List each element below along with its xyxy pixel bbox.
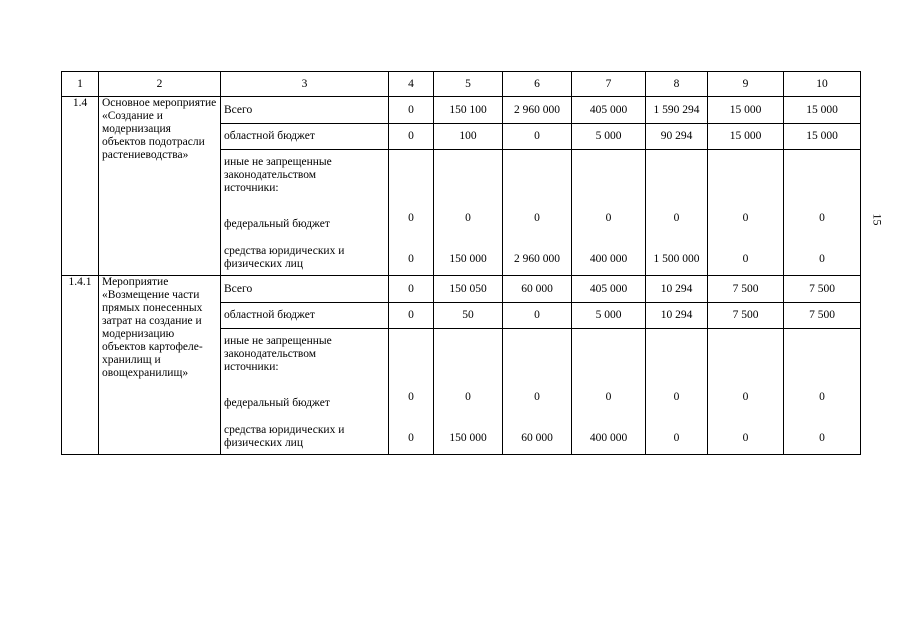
table-cell: 60 000 (503, 276, 572, 303)
legal-value: 400 000 (589, 253, 628, 265)
source-label-federal: федеральный бюджет (224, 218, 330, 230)
source-other-cell (221, 150, 389, 276)
table-cell: 150 100 (434, 97, 503, 124)
table-cell: 50 (434, 303, 503, 329)
table-cell (503, 150, 572, 276)
table-cell: 100 (434, 124, 503, 150)
column-header: 10 (784, 72, 861, 97)
federal-value: 0 (742, 212, 749, 224)
table-cell (784, 329, 861, 455)
table-cell (708, 150, 784, 276)
row-code: 1.4 (62, 97, 99, 276)
table-body (62, 97, 861, 455)
table-cell: 0 (503, 303, 572, 329)
legal-value: 0 (742, 253, 749, 265)
legal-value: 0 (408, 253, 414, 265)
table-cell: 7 500 (784, 276, 861, 303)
table-cell (434, 329, 503, 455)
row-code: 1.4.1 (62, 276, 99, 455)
table-cell: 0 (389, 124, 434, 150)
source-label-regional: областной бюджет (221, 124, 389, 150)
source-label-total: Всего (221, 276, 389, 303)
federal-value: 0 (465, 391, 471, 403)
table-cell: 405 000 (572, 276, 646, 303)
table-cell: 15 000 (708, 97, 784, 124)
table-cell: 0 (389, 303, 434, 329)
table-cell (434, 150, 503, 276)
legal-value: 2 960 000 (514, 253, 560, 265)
column-header: 2 (99, 72, 221, 97)
column-header: 9 (708, 72, 784, 97)
source-label-legal: средства юридических и физических лиц (224, 424, 345, 449)
federal-value: 0 (673, 212, 680, 224)
table-cell (708, 329, 784, 455)
table-cell: 10 294 (646, 276, 708, 303)
table-cell: 7 500 (784, 303, 861, 329)
legal-value: 0 (819, 253, 825, 265)
source-label-legal: средства юридических и физических лиц (224, 245, 345, 270)
source-label-other: иные не запрещенные законодательством источники: (224, 335, 332, 373)
table-cell (646, 329, 708, 455)
table-cell: 405 000 (572, 97, 646, 124)
table-cell: 7 500 (708, 303, 784, 329)
table-cell (572, 329, 646, 455)
table-cell: 2 960 000 (503, 97, 572, 124)
federal-value: 0 (605, 212, 612, 224)
column-header: 8 (646, 72, 708, 97)
table-cell: 7 500 (708, 276, 784, 303)
federal-value: 0 (408, 391, 414, 403)
legal-value: 150 000 (449, 253, 487, 265)
column-header: 5 (434, 72, 503, 97)
source-label-regional: областной бюджет (221, 303, 389, 329)
table-cell: 15 000 (708, 124, 784, 150)
federal-value: 0 (673, 391, 680, 403)
federal-value: 0 (534, 391, 540, 403)
table-cell: 15 000 (784, 97, 861, 124)
table-cell: 90 294 (646, 124, 708, 150)
column-header: 1 (62, 72, 99, 97)
table-cell (503, 329, 572, 455)
table-row (62, 276, 861, 303)
legal-value: 400 000 (589, 432, 628, 444)
federal-value: 0 (465, 212, 471, 224)
federal-value: 0 (605, 391, 612, 403)
table-cell (389, 329, 434, 455)
column-header: 7 (572, 72, 646, 97)
row-name: Мероприятие «Возмещение части прямых понесенных затрат на создание и модернизацию объектов картофеле-хранилищ и овощехранилищ» (99, 276, 221, 455)
table-cell: 0 (389, 97, 434, 124)
legal-value: 0 (408, 432, 414, 444)
table-cell: 5 000 (572, 124, 646, 150)
table-row (62, 97, 861, 124)
legal-value: 0 (742, 432, 749, 444)
table-cell: 1 590 294 (646, 97, 708, 124)
source-label-federal: федеральный бюджет (224, 397, 330, 409)
federal-value: 0 (408, 212, 414, 224)
row-name: Основное мероприятие «Создание и модернизация объектов подотрасли растениеводства» (99, 97, 221, 276)
legal-value: 0 (673, 432, 680, 444)
table-cell: 150 050 (434, 276, 503, 303)
federal-value: 0 (819, 212, 825, 224)
page-number: 15 (870, 213, 885, 226)
legal-value: 1 500 000 (653, 253, 700, 265)
source-label-other: иные не запрещенные законодательством источники: (224, 156, 332, 194)
legal-value: 150 000 (449, 432, 487, 444)
federal-value: 0 (534, 212, 540, 224)
table-cell: 5 000 (572, 303, 646, 329)
source-other-cell (221, 329, 389, 455)
column-header: 4 (389, 72, 434, 97)
table-cell: 10 294 (646, 303, 708, 329)
legal-value: 0 (819, 432, 825, 444)
table-cell (572, 150, 646, 276)
table-cell (784, 150, 861, 276)
budget-table (61, 71, 861, 455)
table-cell: 15 000 (784, 124, 861, 150)
source-label-total: Всего (221, 97, 389, 124)
legal-value: 60 000 (521, 432, 553, 444)
federal-value: 0 (819, 391, 825, 403)
table-cell: 0 (503, 124, 572, 150)
table-cell (646, 150, 708, 276)
federal-value: 0 (742, 391, 749, 403)
table-cell (389, 150, 434, 276)
column-header: 6 (503, 72, 572, 97)
table-cell: 0 (389, 276, 434, 303)
column-header: 3 (221, 72, 389, 97)
header-row (62, 72, 861, 97)
